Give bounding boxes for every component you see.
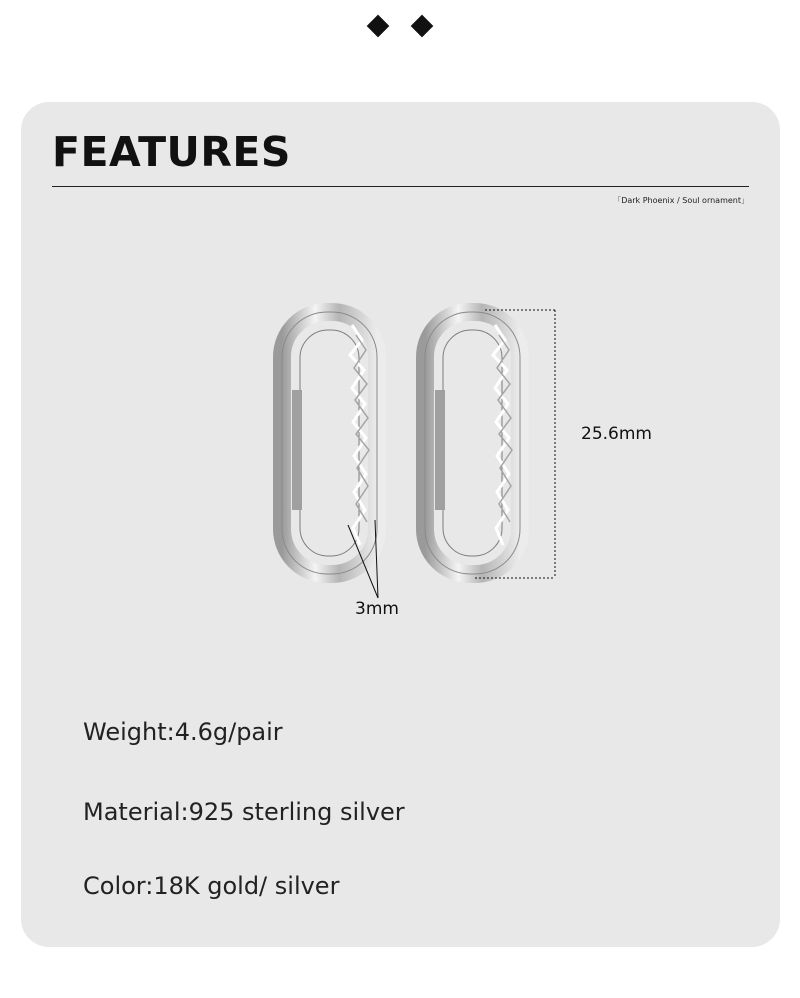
width-label: 3mm — [355, 599, 399, 619]
height-label: 25.6mm — [581, 424, 652, 444]
brand-tag: 「Dark Phoenix / Soul ornament」 — [613, 196, 749, 205]
left-earring — [282, 312, 377, 574]
spec-weight: Weight:4.6g/pair — [83, 718, 283, 746]
spec-material: Material:925 sterling silver — [83, 798, 405, 826]
spec-color: Color:18K gold/ silver — [83, 872, 340, 900]
diamond-icon — [411, 15, 434, 38]
earrings-image — [270, 300, 570, 630]
right-earring — [425, 312, 520, 574]
diamond-icon — [367, 15, 390, 38]
title-divider — [52, 186, 749, 187]
decorative-diamonds — [0, 14, 800, 40]
page-title: FEATURES — [52, 128, 291, 176]
